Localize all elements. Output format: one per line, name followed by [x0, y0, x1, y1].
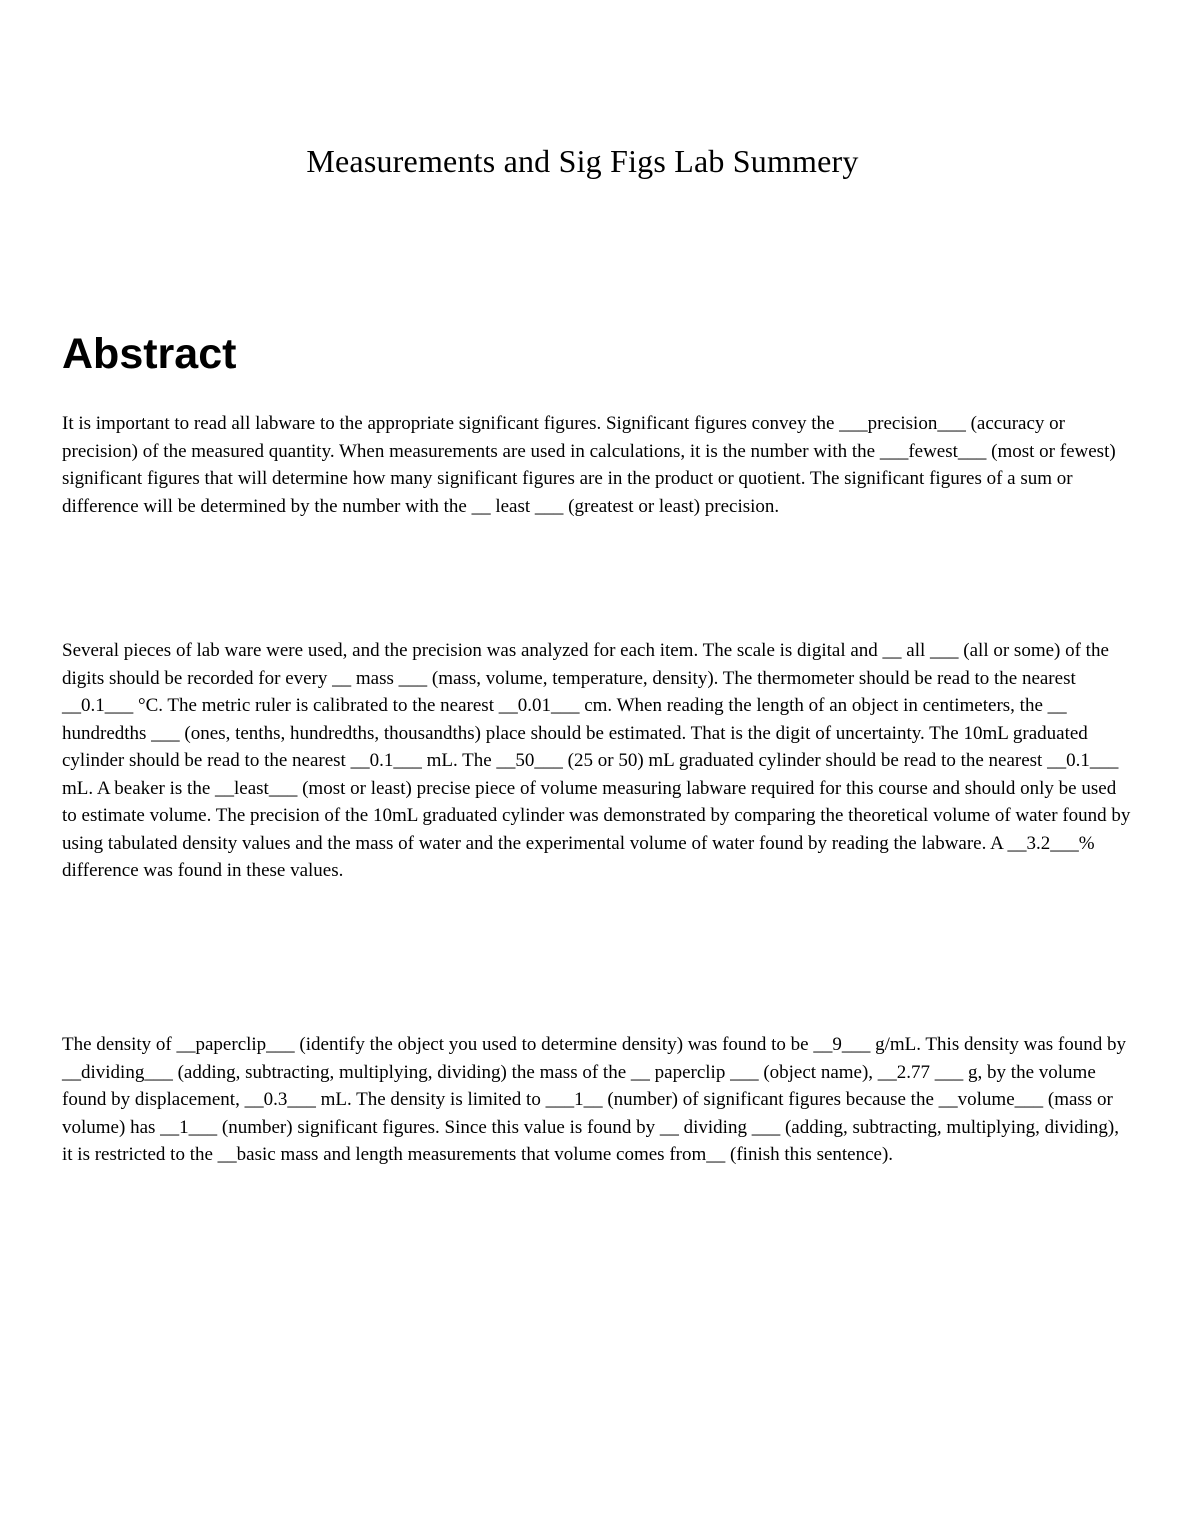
paragraph-sig-figs-intro: It is important to read all labware to the appropriate significant figures. Significant figures convey the ___precision___ (accuracy or precision) of the measured quantity. When measurements are used in calculations, it is the number with the ___fewest___ (most or fewest) significant figures that will determine how many significant figures are in the product or quotient. The significant figures of a sum or difference will be determined by the number with the __ least ___ (greatest or least) precision. — [62, 413, 1116, 517]
section-heading-abstract: Abstract — [62, 330, 237, 378]
paragraph-labware-precision: Several pieces of lab ware were used, and the precision was analyzed for each item. The scale is digital and __ all ___ (all or some) of the digits should be recorded for every __ mass ___ (mass, volume, temperature, density). The thermometer should be read to the nearest __0.1___ °C. The metric ruler is calibrated to the nearest __0.01___ cm. When reading the length of an object in centimeters, the __ hundredths ___ (ones, tenths, hundredths, thousandths) place should be estimated. That is the digit of uncertainty. The 10mL graduated cylinder should be read to the nearest __0.1___ mL. The __50___ (25 or 50) mL graduated cylinder should be read to the nearest __0.1___ mL. A beaker is the __least___ (most or least) precise piece of volume measuring labware required for this course and should only be used to estimate volume. The precision of the 10mL graduated cylinder was demonstrated by comparing the theoretical volume of water found by using tabulated density values and the mass of water and the experimental volume of water found by reading the labware. A __3.2___% difference was found in these values. — [62, 640, 1131, 881]
paragraph-density: The density of __paperclip___ (identify the object you used to determine density) was found to be __9___ g/mL. This density was found by __dividing___ (adding, subtracting, multiplying, dividing) the mass of the __ paperclip ___ (object name), __2.77 ___ g, by the volume found by displacement, __0.3___ mL. The density is limited to ___1__ (number) of significant figures because the __volume___ (mass or volume) has __1___ (number) significant figures. Since this value is found by __ dividing ___ (adding, subtracting, multiplying, dividing), it is restricted to the __basic mass and length measurements that volume comes from__ (finish this sentence). — [62, 1034, 1126, 1165]
document-title: Measurements and Sig Figs Lab Summery — [306, 143, 859, 179]
